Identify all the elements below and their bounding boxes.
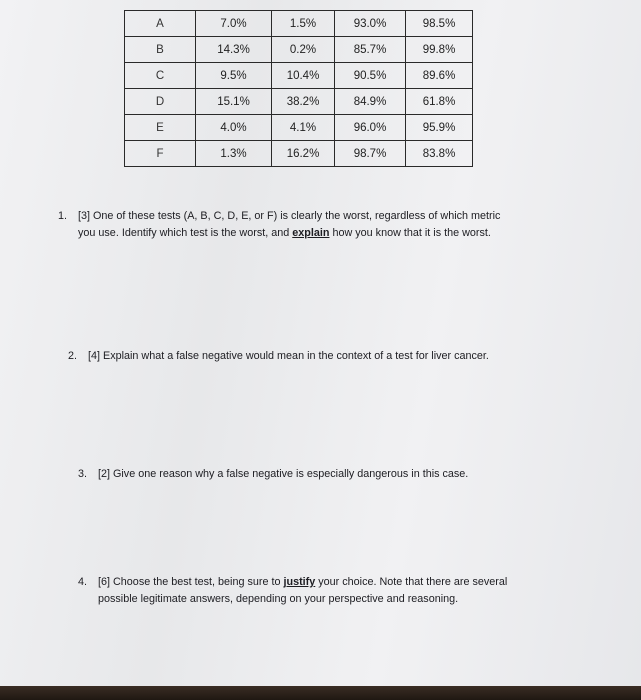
question-text: how you know that it is the worst. — [329, 227, 491, 239]
question-number: 4. — [78, 576, 88, 588]
test-label-cell: B — [125, 37, 196, 63]
value-cell: 93.0% — [335, 11, 406, 37]
question-4 — [78, 574, 507, 608]
value-cell: 7.0% — [196, 11, 272, 37]
question-1 — [58, 208, 500, 242]
question-text-line2: possible legitimate answers, depending on your perspective and reasoning. — [98, 593, 459, 605]
value-cell: 1.3% — [196, 141, 272, 167]
table-row — [125, 11, 473, 37]
test-label-cell: C — [125, 63, 196, 89]
test-results-table — [124, 10, 473, 167]
table-body — [125, 11, 473, 167]
test-label-cell: A — [125, 11, 196, 37]
question-text: [2] Give one reason why a false negative is especially dangerous in this case. — [98, 468, 469, 480]
emphasis-explain: explain — [292, 227, 330, 239]
value-cell: 89.6% — [406, 63, 473, 89]
table-row — [125, 115, 473, 141]
value-cell: 85.7% — [335, 37, 406, 63]
value-cell: 61.8% — [406, 89, 473, 115]
value-cell: 9.5% — [196, 63, 272, 89]
value-cell: 84.9% — [335, 89, 406, 115]
emphasis-justify: justify — [283, 576, 316, 588]
question-text: [4] Explain what a false negative would mean in the context of a test for liver cancer. — [88, 350, 489, 362]
question-number: 2. — [68, 350, 78, 362]
value-cell: 98.7% — [335, 141, 406, 167]
value-cell: 15.1% — [196, 89, 272, 115]
value-cell: 38.2% — [272, 89, 335, 115]
test-label-cell: F — [125, 141, 196, 167]
value-cell: 83.8% — [406, 141, 473, 167]
question-3 — [78, 466, 468, 483]
value-cell: 1.5% — [272, 11, 335, 37]
value-cell: 99.8% — [406, 37, 473, 63]
question-text-line2 — [58, 225, 500, 242]
question-number: 3. — [78, 468, 88, 480]
value-cell: 4.1% — [272, 115, 335, 141]
value-cell: 90.5% — [335, 63, 406, 89]
question-number: 1. — [58, 210, 68, 222]
value-cell: 10.4% — [272, 63, 335, 89]
desk-edge — [0, 686, 641, 700]
value-cell: 98.5% — [406, 11, 473, 37]
table-row — [125, 37, 473, 63]
question-text: [6] Choose the best test, being sure to — [98, 576, 284, 588]
value-cell: 95.9% — [406, 115, 473, 141]
test-label-cell: E — [125, 115, 196, 141]
question-text: [3] One of these tests (A, B, C, D, E, or F) is clearly the worst, regardless of which metric — [78, 210, 501, 222]
value-cell: 96.0% — [335, 115, 406, 141]
value-cell: 16.2% — [272, 141, 335, 167]
value-cell: 0.2% — [272, 37, 335, 63]
question-2 — [68, 348, 489, 365]
question-text: you use. Identify which test is the worst, and — [78, 227, 293, 239]
table-row — [125, 63, 473, 89]
test-label-cell: D — [125, 89, 196, 115]
table-row — [125, 141, 473, 167]
question-text: your choice. Note that there are several — [315, 576, 508, 588]
table-row — [125, 89, 473, 115]
value-cell: 4.0% — [196, 115, 272, 141]
value-cell: 14.3% — [196, 37, 272, 63]
